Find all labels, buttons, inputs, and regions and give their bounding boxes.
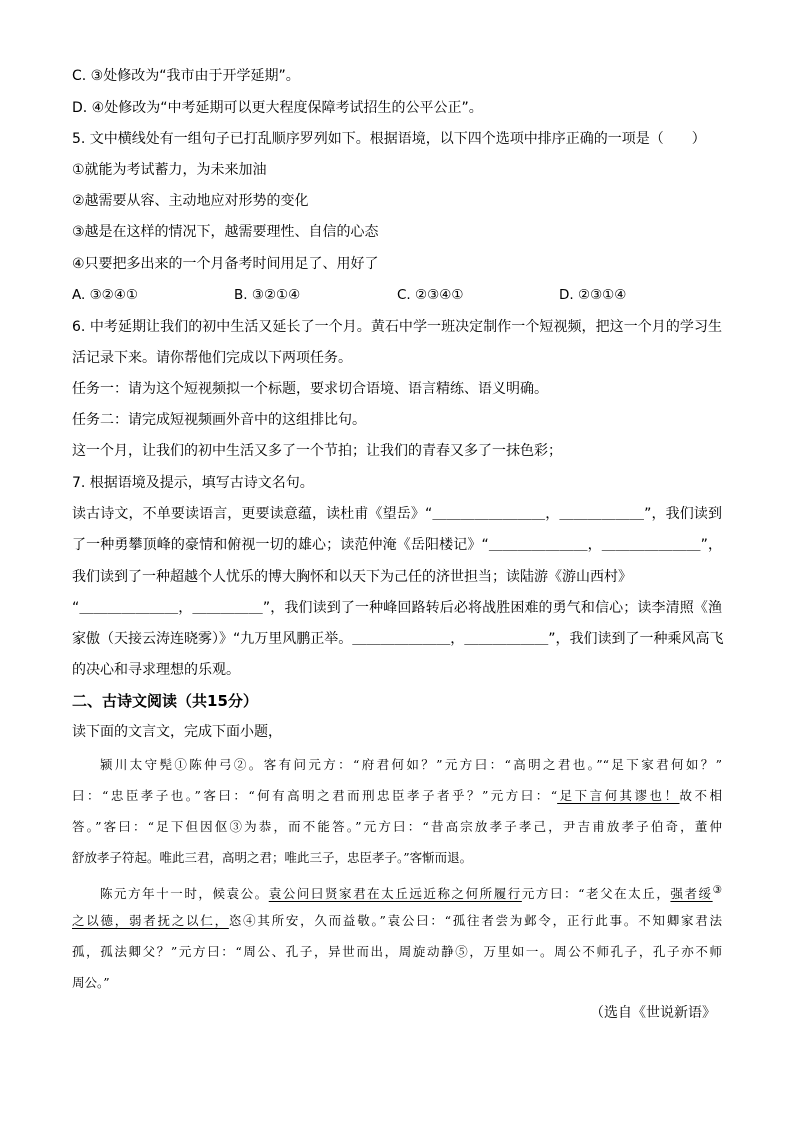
passage-p1-line-3: 答。”客曰：“足下但因伛③为恭，而不能答。”元方曰：“昔高宗放孝子孝己，尹吉甫放孝子伯奇，董仲 <box>72 819 722 834</box>
q7-text-line-2: 了一种勇攀顶峰的豪情和俯视一切的雄心；读范仲淹《岳阳楼记》“＿＿＿＿＿＿＿，＿＿＿＿＿＿＿”， <box>72 537 722 553</box>
q5-sentence-1: ①就能为考试蓄力，为未来加油 <box>72 162 267 178</box>
footnote-mark: ③ <box>712 884 722 896</box>
q7-text-line-1: 读古诗文，不单要读语言，更要读意蕴，读杜甫《望岳》“＿＿＿＿＿＿＿＿，＿＿＿＿＿＿”，我们读到 <box>72 506 722 522</box>
q6-stem-line-1: 6. 中考延期让我们的初中生活又延长了一个月。黄石中学一班决定制作一个短视频，把这一个月的学习生 <box>72 319 722 335</box>
underlined-sentence-2: 袁公问曰贤家君在太丘远近称之何所履行 <box>268 886 522 902</box>
q7-text-line-5: 家傲（天接云涛连晓雾）》“九万里风鹏正举。＿＿＿＿＿＿＿，＿＿＿＿＿＿”，我们读到了一种乘风高飞 <box>72 631 724 647</box>
q6-task-1: 任务一：请为这个短视频拟一个标题，要求切合语境、语言精练、语义明确。 <box>72 381 548 397</box>
q6-task-2: 任务二：请完成短视频画外音中的这组排比句。 <box>72 412 366 428</box>
q5-sentence-4: ④只要把多出来的一个月备考时间用足了、用好了 <box>72 256 379 272</box>
passage-text: 元方曰：“老父在太丘， <box>521 886 671 902</box>
passage-p1-line-2 <box>72 785 722 807</box>
q4-option-c: C. ③处修改为“我市由于开学延期”。 <box>72 68 300 84</box>
passage-text: 恣④其所安，久而益敬。”袁公曰：“孤往者尝为邺令，正行此事。不知卿家君法 <box>228 913 722 928</box>
q7-stem: 7. 根据语境及提示，填写古诗文名句。 <box>72 475 314 491</box>
q5-option-b: B. ③②①④ <box>234 287 301 303</box>
q5-option-c: C. ②③④① <box>397 287 464 303</box>
underlined-sentence-3-end: 之以德，弱者抚之以仁， <box>72 913 229 928</box>
passage-source: （选自《世说新语》 <box>590 1005 716 1021</box>
q7-text-line-4: “＿＿＿＿＿＿＿，＿＿＿＿＿”，我们读到了一种峰回路转后必将战胜困难的勇气和信心；读李清照《渔 <box>72 600 722 616</box>
section-2-heading: 二、古诗文阅读（共15分） <box>72 692 258 710</box>
passage-p2-line-2 <box>72 910 722 932</box>
q6-parallel-sentence: 这一个月，让我们的初中生活又多了一个节拍；让我们的青春又多了一抹色彩； <box>72 443 562 459</box>
q5-stem: 5. 文中横线处有一组句子已打乱顺序罗列如下。根据语境，以下四个选项中排序正确的一项是（ ） <box>72 131 706 147</box>
q5-sentence-2: ②越需要从容、主动地应对形势的变化 <box>72 193 309 209</box>
q6-stem-line-2: 活记录下来。请你帮他们完成以下两项任务。 <box>72 350 352 366</box>
passage-text: 故不相 <box>679 788 722 803</box>
q7-text-line-6: 的决心和寻求理想的乐观。 <box>72 662 240 678</box>
passage-p2-line-1 <box>72 879 722 905</box>
q5-option-d: D. ②③①④ <box>559 287 627 303</box>
section-2-instruction: 读下面的文言文，完成下面小题， <box>72 724 282 740</box>
q7-text-line-3: 我们读到了一种超越个人忧乐的博大胸怀和以天下为己任的济世担当；读陆游《游山西村》 <box>72 569 632 585</box>
passage-text: 曰：“忠臣孝子也。”客曰：“何有高明之君而刑忠臣孝子者乎？”元方曰：“ <box>72 788 558 803</box>
q5-option-a: A. ③②④① <box>72 287 138 303</box>
passage-text: 陈元方年十一时，候袁公。 <box>100 886 269 902</box>
q5-sentence-3: ③越是在这样的情况下，越需要理性、自信的心态 <box>72 224 379 240</box>
q4-option-d: D. ④处修改为“中考延期可以更大程度保障考试招生的公平公正”。 <box>72 100 483 116</box>
passage-p2-line-3: 孤，孤法卿父？”元方曰：“周公、孔子，异世而出，周旋动静⑤，万里如一。周公不师孔子，孔子亦不师 <box>72 944 722 959</box>
passage-p1-line-1: 颍川太守髡①陈仲弓②。客有问元方：“府君何如？”元方曰：“高明之君也。”“足下家君何如？” <box>100 757 722 772</box>
passage-p1-line-4: 舒放孝子符起。唯此三君，高明之君；唯此三子，忠臣孝子。”客惭而退。 <box>72 850 473 865</box>
underlined-sentence-1: 足下言何其谬也！ <box>557 788 680 803</box>
underlined-sentence-3-start: 强者绥 <box>670 886 713 902</box>
passage-p2-line-4: 周公。” <box>72 975 110 990</box>
